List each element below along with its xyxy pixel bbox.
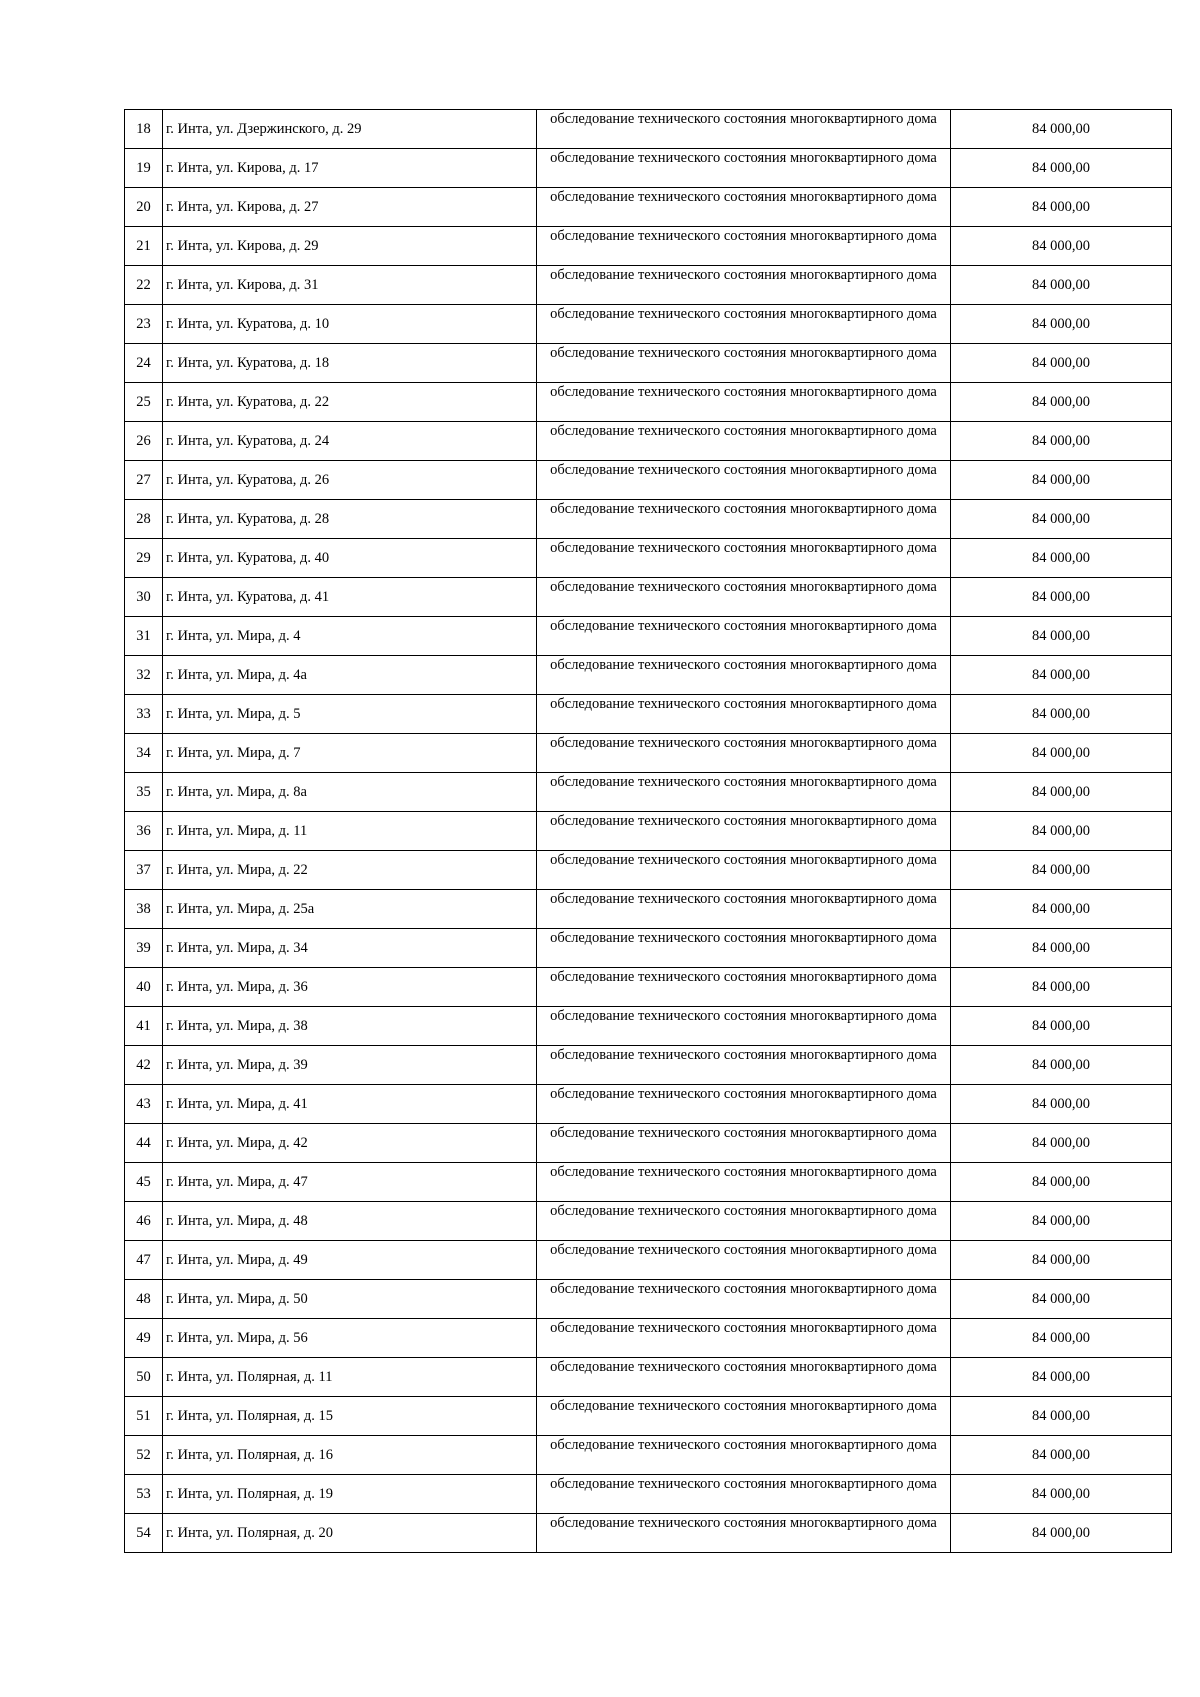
- row-number-cell: 33: [125, 695, 163, 734]
- table-row: [125, 461, 1172, 500]
- address-cell: г. Инта, ул. Мира, д. 25а: [163, 890, 537, 929]
- work-type-cell: обследование технического состояния многоквартирного дома: [537, 1514, 951, 1553]
- address-cell: г. Инта, ул. Полярная, д. 20: [163, 1514, 537, 1553]
- work-type-cell: обследование технического состояния многоквартирного дома: [537, 1241, 951, 1280]
- table-row: [125, 695, 1172, 734]
- cost-cell: 84 000,00: [951, 1319, 1172, 1358]
- work-type-cell: обследование технического состояния многоквартирного дома: [537, 422, 951, 461]
- address-cell: г. Инта, ул. Мира, д. 49: [163, 1241, 537, 1280]
- table-row: [125, 1124, 1172, 1163]
- cost-cell: 84 000,00: [951, 1085, 1172, 1124]
- table-row: [125, 1085, 1172, 1124]
- table-row: [125, 1163, 1172, 1202]
- table-row: [125, 1358, 1172, 1397]
- work-type-cell: обследование технического состояния многоквартирного дома: [537, 929, 951, 968]
- work-type-cell: обследование технического состояния многоквартирного дома: [537, 1124, 951, 1163]
- cost-cell: 84 000,00: [951, 188, 1172, 227]
- row-number-cell: 20: [125, 188, 163, 227]
- cost-cell: 84 000,00: [951, 578, 1172, 617]
- address-cell: г. Инта, ул. Полярная, д. 16: [163, 1436, 537, 1475]
- cost-cell: 84 000,00: [951, 656, 1172, 695]
- table-row: [125, 539, 1172, 578]
- cost-cell: 84 000,00: [951, 1163, 1172, 1202]
- table-row: [125, 617, 1172, 656]
- table-row: [125, 266, 1172, 305]
- table-row: [125, 578, 1172, 617]
- row-number-cell: 51: [125, 1397, 163, 1436]
- address-cell: г. Инта, ул. Кирова, д. 29: [163, 227, 537, 266]
- table-row: [125, 1475, 1172, 1514]
- cost-cell: 84 000,00: [951, 968, 1172, 1007]
- address-cell: г. Инта, ул. Полярная, д. 11: [163, 1358, 537, 1397]
- cost-cell: 84 000,00: [951, 695, 1172, 734]
- address-cell: г. Инта, ул. Куратова, д. 10: [163, 305, 537, 344]
- table-row: [125, 110, 1172, 149]
- cost-cell: 84 000,00: [951, 1475, 1172, 1514]
- cost-cell: 84 000,00: [951, 1124, 1172, 1163]
- cost-cell: 84 000,00: [951, 500, 1172, 539]
- cost-cell: 84 000,00: [951, 227, 1172, 266]
- work-type-cell: обследование технического состояния многоквартирного дома: [537, 1475, 951, 1514]
- work-type-cell: обследование технического состояния многоквартирного дома: [537, 344, 951, 383]
- address-cell: г. Инта, ул. Кирова, д. 17: [163, 149, 537, 188]
- address-cell: г. Инта, ул. Мира, д. 38: [163, 1007, 537, 1046]
- address-cell: г. Инта, ул. Мира, д. 22: [163, 851, 537, 890]
- row-number-cell: 31: [125, 617, 163, 656]
- table-row: [125, 383, 1172, 422]
- cost-cell: 84 000,00: [951, 734, 1172, 773]
- row-number-cell: 47: [125, 1241, 163, 1280]
- table-row: [125, 1319, 1172, 1358]
- cost-cell: 84 000,00: [951, 1046, 1172, 1085]
- cost-cell: 84 000,00: [951, 1007, 1172, 1046]
- table-row: [125, 1514, 1172, 1553]
- work-type-cell: обследование технического состояния многоквартирного дома: [537, 149, 951, 188]
- work-type-cell: обследование технического состояния многоквартирного дома: [537, 1046, 951, 1085]
- address-cell: г. Инта, ул. Мира, д. 39: [163, 1046, 537, 1085]
- address-cell: г. Инта, ул. Мира, д. 11: [163, 812, 537, 851]
- cost-cell: 84 000,00: [951, 617, 1172, 656]
- cost-cell: 84 000,00: [951, 812, 1172, 851]
- address-cell: г. Инта, ул. Мира, д. 4: [163, 617, 537, 656]
- work-type-cell: обследование технического состояния многоквартирного дома: [537, 1280, 951, 1319]
- address-cell: г. Инта, ул. Куратова, д. 26: [163, 461, 537, 500]
- work-type-cell: обследование технического состояния многоквартирного дома: [537, 1007, 951, 1046]
- address-cell: г. Инта, ул. Мира, д. 34: [163, 929, 537, 968]
- cost-cell: 84 000,00: [951, 110, 1172, 149]
- address-cell: г. Инта, ул. Мира, д. 47: [163, 1163, 537, 1202]
- cost-cell: 84 000,00: [951, 1397, 1172, 1436]
- work-type-cell: обследование технического состояния многоквартирного дома: [537, 734, 951, 773]
- address-cell: г. Инта, ул. Кирова, д. 27: [163, 188, 537, 227]
- cost-cell: 84 000,00: [951, 1358, 1172, 1397]
- cost-cell: 84 000,00: [951, 1514, 1172, 1553]
- cost-cell: 84 000,00: [951, 539, 1172, 578]
- address-cell: г. Инта, ул. Полярная, д. 19: [163, 1475, 537, 1514]
- table-row: [125, 1436, 1172, 1475]
- row-number-cell: 45: [125, 1163, 163, 1202]
- row-number-cell: 43: [125, 1085, 163, 1124]
- row-number-cell: 30: [125, 578, 163, 617]
- table-row: [125, 851, 1172, 890]
- cost-cell: 84 000,00: [951, 1241, 1172, 1280]
- work-type-cell: обследование технического состояния многоквартирного дома: [537, 227, 951, 266]
- work-type-cell: обследование технического состояния многоквартирного дома: [537, 656, 951, 695]
- work-type-cell: обследование технического состояния многоквартирного дома: [537, 812, 951, 851]
- row-number-cell: 27: [125, 461, 163, 500]
- cost-cell: 84 000,00: [951, 305, 1172, 344]
- address-cell: г. Инта, ул. Куратова, д. 18: [163, 344, 537, 383]
- work-type-cell: обследование технического состояния многоквартирного дома: [537, 110, 951, 149]
- work-type-cell: обследование технического состояния многоквартирного дома: [537, 968, 951, 1007]
- row-number-cell: 53: [125, 1475, 163, 1514]
- address-cell: г. Инта, ул. Мира, д. 42: [163, 1124, 537, 1163]
- table-row: [125, 1241, 1172, 1280]
- table-row: [125, 188, 1172, 227]
- work-type-cell: обследование технического состояния многоквартирного дома: [537, 305, 951, 344]
- work-type-cell: обследование технического состояния многоквартирного дома: [537, 461, 951, 500]
- work-type-cell: обследование технического состояния многоквартирного дома: [537, 539, 951, 578]
- cost-cell: 84 000,00: [951, 266, 1172, 305]
- row-number-cell: 54: [125, 1514, 163, 1553]
- work-type-cell: обследование технического состояния многоквартирного дома: [537, 188, 951, 227]
- work-type-cell: обследование технического состояния многоквартирного дома: [537, 383, 951, 422]
- address-cell: г. Инта, ул. Мира, д. 41: [163, 1085, 537, 1124]
- cost-cell: 84 000,00: [951, 1436, 1172, 1475]
- row-number-cell: 18: [125, 110, 163, 149]
- work-type-cell: обследование технического состояния многоквартирного дома: [537, 851, 951, 890]
- row-number-cell: 46: [125, 1202, 163, 1241]
- cost-cell: 84 000,00: [951, 422, 1172, 461]
- table-row: [125, 422, 1172, 461]
- address-cell: г. Инта, ул. Куратова, д. 41: [163, 578, 537, 617]
- row-number-cell: 38: [125, 890, 163, 929]
- row-number-cell: 19: [125, 149, 163, 188]
- row-number-cell: 37: [125, 851, 163, 890]
- work-type-cell: обследование технического состояния многоквартирного дома: [537, 1202, 951, 1241]
- table-row: [125, 1202, 1172, 1241]
- address-cell: г. Инта, ул. Мира, д. 36: [163, 968, 537, 1007]
- work-type-cell: обследование технического состояния многоквартирного дома: [537, 1436, 951, 1475]
- table-row: [125, 305, 1172, 344]
- address-cell: г. Инта, ул. Мира, д. 4а: [163, 656, 537, 695]
- table-row: [125, 734, 1172, 773]
- row-number-cell: 26: [125, 422, 163, 461]
- table-row: [125, 773, 1172, 812]
- cost-cell: 84 000,00: [951, 773, 1172, 812]
- work-type-cell: обследование технического состояния многоквартирного дома: [537, 1163, 951, 1202]
- row-number-cell: 23: [125, 305, 163, 344]
- row-number-cell: 28: [125, 500, 163, 539]
- address-cell: г. Инта, ул. Мира, д. 50: [163, 1280, 537, 1319]
- table-row: [125, 227, 1172, 266]
- work-type-cell: обследование технического состояния многоквартирного дома: [537, 1397, 951, 1436]
- row-number-cell: 21: [125, 227, 163, 266]
- table-body: [125, 110, 1172, 1553]
- work-type-cell: обследование технического состояния многоквартирного дома: [537, 1358, 951, 1397]
- address-cell: г. Инта, ул. Кирова, д. 31: [163, 266, 537, 305]
- row-number-cell: 49: [125, 1319, 163, 1358]
- row-number-cell: 32: [125, 656, 163, 695]
- address-cell: г. Инта, ул. Дзержинского, д. 29: [163, 110, 537, 149]
- cost-cell: 84 000,00: [951, 383, 1172, 422]
- address-cell: г. Инта, ул. Куратова, д. 28: [163, 500, 537, 539]
- row-number-cell: 34: [125, 734, 163, 773]
- work-type-cell: обследование технического состояния многоквартирного дома: [537, 500, 951, 539]
- cost-cell: 84 000,00: [951, 149, 1172, 188]
- address-cell: г. Инта, ул. Мира, д. 48: [163, 1202, 537, 1241]
- cost-cell: 84 000,00: [951, 929, 1172, 968]
- table-row: [125, 929, 1172, 968]
- row-number-cell: 36: [125, 812, 163, 851]
- table-row: [125, 1046, 1172, 1085]
- cost-cell: 84 000,00: [951, 890, 1172, 929]
- address-cell: г. Инта, ул. Куратова, д. 22: [163, 383, 537, 422]
- work-type-cell: обследование технического состояния многоквартирного дома: [537, 695, 951, 734]
- table-row: [125, 890, 1172, 929]
- work-type-cell: обследование технического состояния многоквартирного дома: [537, 617, 951, 656]
- table-row: [125, 656, 1172, 695]
- row-number-cell: 35: [125, 773, 163, 812]
- table-row: [125, 149, 1172, 188]
- table-row: [125, 1280, 1172, 1319]
- work-type-cell: обследование технического состояния многоквартирного дома: [537, 773, 951, 812]
- row-number-cell: 25: [125, 383, 163, 422]
- address-cell: г. Инта, ул. Мира, д. 8а: [163, 773, 537, 812]
- row-number-cell: 48: [125, 1280, 163, 1319]
- table-row: [125, 344, 1172, 383]
- address-cell: г. Инта, ул. Куратова, д. 24: [163, 422, 537, 461]
- address-cell: г. Инта, ул. Мира, д. 56: [163, 1319, 537, 1358]
- cost-cell: 84 000,00: [951, 461, 1172, 500]
- address-cell: г. Инта, ул. Полярная, д. 15: [163, 1397, 537, 1436]
- work-type-cell: обследование технического состояния многоквартирного дома: [537, 1085, 951, 1124]
- row-number-cell: 41: [125, 1007, 163, 1046]
- row-number-cell: 39: [125, 929, 163, 968]
- row-number-cell: 22: [125, 266, 163, 305]
- row-number-cell: 24: [125, 344, 163, 383]
- table-row: [125, 1397, 1172, 1436]
- address-cell: г. Инта, ул. Мира, д. 5: [163, 695, 537, 734]
- row-number-cell: 42: [125, 1046, 163, 1085]
- row-number-cell: 40: [125, 968, 163, 1007]
- row-number-cell: 52: [125, 1436, 163, 1475]
- cost-cell: 84 000,00: [951, 851, 1172, 890]
- table-row: [125, 500, 1172, 539]
- address-cell: г. Инта, ул. Мира, д. 7: [163, 734, 537, 773]
- buildings-table: [124, 109, 1172, 1553]
- cost-cell: 84 000,00: [951, 344, 1172, 383]
- work-type-cell: обследование технического состояния многоквартирного дома: [537, 578, 951, 617]
- address-cell: г. Инта, ул. Куратова, д. 40: [163, 539, 537, 578]
- table-row: [125, 812, 1172, 851]
- cost-cell: 84 000,00: [951, 1202, 1172, 1241]
- row-number-cell: 44: [125, 1124, 163, 1163]
- row-number-cell: 50: [125, 1358, 163, 1397]
- work-type-cell: обследование технического состояния многоквартирного дома: [537, 266, 951, 305]
- row-number-cell: 29: [125, 539, 163, 578]
- table-row: [125, 1007, 1172, 1046]
- cost-cell: 84 000,00: [951, 1280, 1172, 1319]
- work-type-cell: обследование технического состояния многоквартирного дома: [537, 890, 951, 929]
- table-row: [125, 968, 1172, 1007]
- work-type-cell: обследование технического состояния многоквартирного дома: [537, 1319, 951, 1358]
